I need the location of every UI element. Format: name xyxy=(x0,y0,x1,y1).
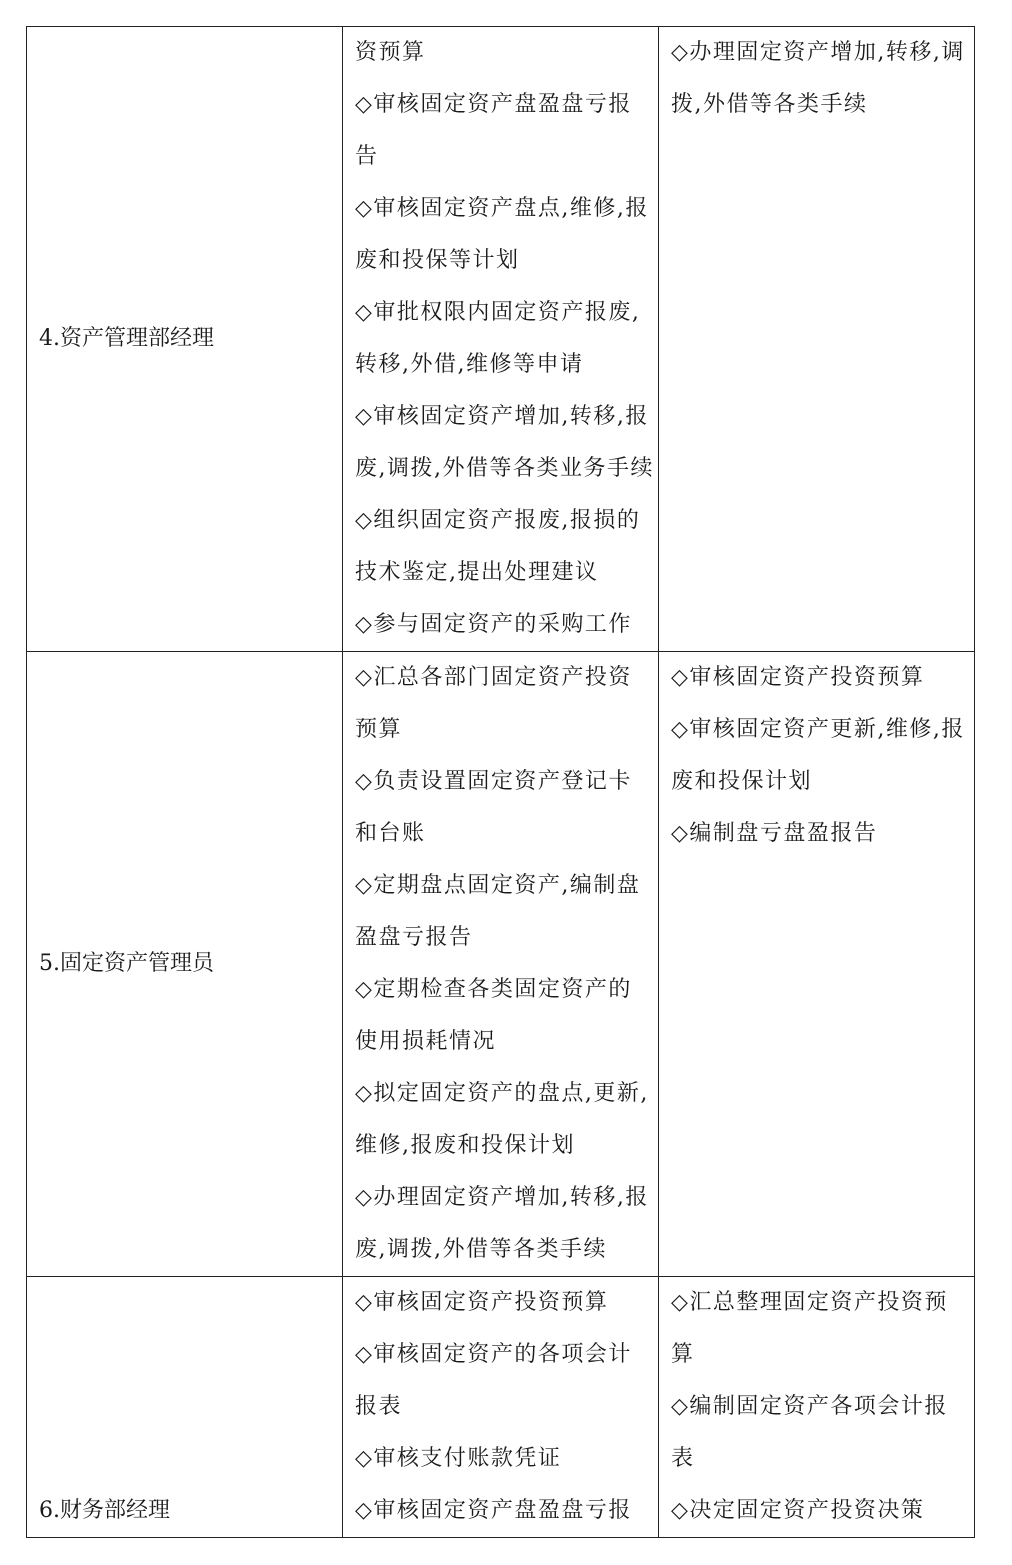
role-label: 4.资产管理部经理 xyxy=(39,326,214,351)
duty-lines xyxy=(659,652,974,860)
duty-line: 预算 xyxy=(355,717,403,742)
duty-cell-col2 xyxy=(343,27,659,652)
duty-lines xyxy=(343,1277,658,1537)
duty-line: ◇审批权限内固定资产报废, xyxy=(355,300,641,325)
duty-line: ◇审核固定资产更新,维修,报 xyxy=(671,717,965,742)
duty-cell-col2 xyxy=(343,652,659,1277)
duty-line: ◇定期检查各类固定资产的 xyxy=(355,977,632,1002)
duty-line: 拨,外借等各类手续 xyxy=(671,92,868,117)
duty-line: 盈盘亏报告 xyxy=(355,925,473,950)
duty-line: ◇办理固定资产增加,转移,调 xyxy=(671,40,965,65)
duty-line: 技术鉴定,提出处理建议 xyxy=(355,560,599,585)
duty-line: ◇编制盘亏盘盈报告 xyxy=(671,821,878,846)
duty-lines xyxy=(343,27,658,651)
duty-line: 维修,报废和投保计划 xyxy=(355,1133,575,1158)
duty-cell-col2 xyxy=(343,1277,659,1538)
duty-line: ◇审核固定资产投资预算 xyxy=(671,665,925,690)
duty-line: ◇编制固定资产各项会计报 xyxy=(671,1394,948,1419)
role-cell xyxy=(27,1277,343,1538)
duty-lines xyxy=(343,652,658,1276)
duty-line: ◇决定固定资产投资决策 xyxy=(671,1498,925,1523)
duty-line: ◇审核固定资产盘点,维修,报 xyxy=(355,196,649,221)
duty-line: ◇汇总各部门固定资产投资 xyxy=(355,665,632,690)
duty-lines xyxy=(659,27,974,131)
duty-line: 算 xyxy=(671,1342,695,1367)
duty-cell-col3 xyxy=(659,1277,975,1538)
table-row xyxy=(27,652,975,1277)
role-cell xyxy=(27,27,343,652)
duty-line: 报表 xyxy=(355,1394,403,1419)
duty-line: 告 xyxy=(355,144,379,169)
role-label: 6.财务部经理 xyxy=(39,1498,170,1523)
duty-line: 废和投保计划 xyxy=(671,769,813,794)
duty-lines xyxy=(659,1277,974,1537)
duty-line: 转移,外借,维修等申请 xyxy=(355,352,584,377)
duty-line: ◇组织固定资产报废,报损的 xyxy=(355,508,641,533)
table-row xyxy=(27,27,975,652)
duty-cell-col3 xyxy=(659,27,975,652)
duty-line: ◇审核固定资产增加,转移,报 xyxy=(355,404,649,429)
table-body xyxy=(27,27,975,1538)
duty-line: ◇汇总整理固定资产投资预 xyxy=(671,1290,948,1315)
role-cell xyxy=(27,652,343,1277)
duty-line: ◇审核支付账款凭证 xyxy=(355,1446,562,1471)
table-row xyxy=(27,1277,975,1538)
duty-line: 废,调拨,外借等各类手续 xyxy=(355,1237,607,1262)
duty-line: ◇办理固定资产增加,转移,报 xyxy=(355,1185,649,1210)
duty-line: 使用损耗情况 xyxy=(355,1029,497,1054)
duty-cell-col3 xyxy=(659,652,975,1277)
duty-line: ◇定期盘点固定资产,编制盘 xyxy=(355,873,641,898)
duty-line: ◇参与固定资产的采购工作 xyxy=(355,612,632,637)
duty-line: 和台账 xyxy=(355,821,426,846)
duty-line: ◇负责设置固定资产登记卡 xyxy=(355,769,632,794)
duty-line: ◇拟定固定资产的盘点,更新, xyxy=(355,1081,649,1106)
duty-line: 废和投保等计划 xyxy=(355,248,520,273)
role-label: 5.固定资产管理员 xyxy=(39,951,214,976)
responsibility-table xyxy=(26,26,975,1538)
duty-line: ◇审核固定资产盘盈盘亏报 xyxy=(355,92,632,117)
duty-line: ◇审核固定资产投资预算 xyxy=(355,1290,609,1315)
duty-line: 废,调拨,外借等各类业务手续 xyxy=(355,456,654,481)
duty-line: ◇审核固定资产盘盈盘亏报 xyxy=(355,1498,632,1523)
duty-line: 资预算 xyxy=(355,40,426,65)
duty-line: 表 xyxy=(671,1446,695,1471)
duty-line: ◇审核固定资产的各项会计 xyxy=(355,1342,632,1367)
